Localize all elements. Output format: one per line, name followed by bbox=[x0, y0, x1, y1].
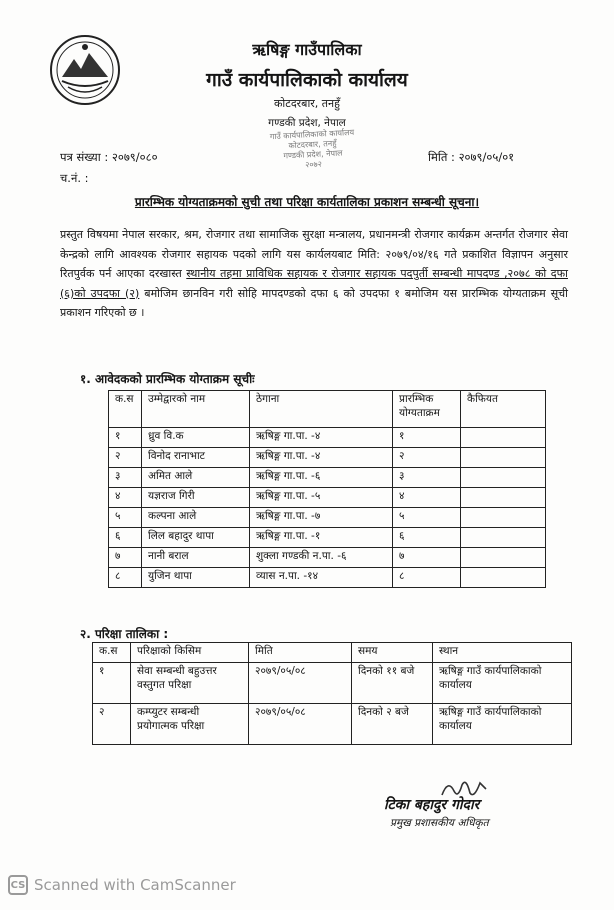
cell: ८ bbox=[109, 568, 142, 588]
header-cell: समय bbox=[352, 643, 433, 663]
header-cell: क.स bbox=[93, 643, 131, 663]
cell bbox=[461, 548, 546, 568]
cell: यज्ञराज गिरी bbox=[142, 488, 250, 508]
cell: २०७९/०५/०८ bbox=[249, 704, 352, 745]
cell: ८ bbox=[393, 568, 461, 588]
header-cell: क.स bbox=[109, 391, 142, 428]
body-text: बमोजिम छानविन गरी सोहि मापदण्डको दफा ६ को उपदफा १ बमोजिम यस प्रारम्भिक योग्यताक्रम सूची प्रकाशन गरिएको छ । bbox=[60, 286, 569, 319]
cell: १ bbox=[109, 428, 142, 448]
cell: २ bbox=[93, 704, 131, 745]
table-row bbox=[109, 508, 546, 528]
cell bbox=[461, 428, 546, 448]
header-cell: मिति bbox=[249, 643, 352, 663]
stamp-line: २०७२ bbox=[304, 159, 323, 170]
cell bbox=[461, 488, 546, 508]
notice-body bbox=[60, 225, 568, 323]
cell: लिल बहादुर थापा bbox=[142, 528, 250, 548]
cell bbox=[461, 508, 546, 528]
office-province: गण्डकी प्रदेश, नेपाल bbox=[268, 117, 346, 129]
exam-schedule-table bbox=[92, 642, 572, 745]
cell: ऋषिङ्ग गा.पा. -७ bbox=[250, 508, 393, 528]
watermark-text: Scanned with CamScanner bbox=[34, 876, 236, 894]
office-place: कोटदरबार, तनहुँ bbox=[273, 97, 341, 110]
cell bbox=[461, 468, 546, 488]
cell: ५ bbox=[109, 508, 142, 528]
office-stamp bbox=[267, 128, 359, 181]
cell: अमित आले bbox=[142, 468, 250, 488]
cell: दिनको २ बजे bbox=[352, 704, 433, 745]
cell: ६ bbox=[109, 528, 142, 548]
header-cell: प्रारम्भिक योग्यताक्रम bbox=[393, 391, 461, 428]
signatory-designation: प्रमुख प्रशासकीय अधिकृत bbox=[390, 817, 489, 829]
stamp-line: गाउँ कार्यपालिकाको कार्यालय bbox=[269, 127, 355, 142]
cell: ध्रुव वि.क bbox=[142, 428, 250, 448]
table-row bbox=[109, 468, 546, 488]
cell: शुक्ला गण्डकी न.पा. -६ bbox=[250, 548, 393, 568]
cell bbox=[461, 568, 546, 588]
header-cell: ठेगाना bbox=[250, 391, 393, 428]
cell: दिनको ११ बजे bbox=[352, 663, 433, 704]
section2-heading: २. परिक्षा तालिका : bbox=[80, 627, 169, 641]
camscanner-watermark bbox=[8, 875, 236, 895]
cell: ४ bbox=[109, 488, 142, 508]
table-row bbox=[109, 548, 546, 568]
stamp-line: कोटदरबार, तनहुँ bbox=[288, 138, 337, 151]
table-row bbox=[109, 428, 546, 448]
letter-date: मिति : २०७९/०५/०१ bbox=[428, 150, 515, 164]
letter-number: पत्र संख्या : २०७९/०८० bbox=[60, 150, 158, 164]
table-row bbox=[93, 663, 572, 704]
header-cell: परिक्षाको किसिम bbox=[131, 643, 249, 663]
cell: २ bbox=[393, 448, 461, 468]
stamp-line: गण्डकी प्रदेश, नेपाल bbox=[283, 148, 343, 161]
cell: नानी बराल bbox=[142, 548, 250, 568]
header-cell: स्थान bbox=[433, 643, 572, 663]
cell: कल्पना आले bbox=[142, 508, 250, 528]
cell: १ bbox=[393, 428, 461, 448]
table-header-row bbox=[93, 643, 572, 663]
cell: व्यास न.पा. -१४ bbox=[250, 568, 393, 588]
cell bbox=[461, 448, 546, 468]
cell: ऋषिङ्ग गाउँ कार्यपालिकाको कार्यालय bbox=[433, 663, 572, 704]
table-row bbox=[109, 488, 546, 508]
cell: ५ bbox=[393, 508, 461, 528]
cell: सेवा सम्बन्धी बहुउत्तर वस्तुगत परिक्षा bbox=[131, 663, 249, 704]
camscanner-logo-icon: CS bbox=[8, 875, 28, 895]
office-name: गाउँ कार्यपालिकाको कार्यालय bbox=[206, 69, 408, 91]
cell: ७ bbox=[109, 548, 142, 568]
dispatch-number: च.नं. : bbox=[60, 171, 89, 185]
section1-heading: १. आवेदकको प्रारम्भिक योग्ताक्रम सूचीः bbox=[80, 372, 255, 386]
cell: ३ bbox=[393, 468, 461, 488]
notice-title: प्रारम्भिक योग्यताक्रमको सुची तथा परिक्षा कार्यतालिका प्रकाशन सम्बन्धी सूचना। bbox=[134, 195, 480, 209]
header-cell: उम्मेद्वारको नाम bbox=[142, 391, 250, 428]
cell: ऋषिङ्ग गाउँ कार्यपालिकाको कार्यालय bbox=[433, 704, 572, 745]
org-name: ऋषिङ्ग गाउँपालिका bbox=[252, 40, 362, 59]
table-header-row bbox=[109, 391, 546, 428]
cell: ३ bbox=[109, 468, 142, 488]
table-row bbox=[109, 448, 546, 468]
body-text: प्रस्तुत विषयमा नेपाल सरकार, श्रम, रोजगार तथा सामाजिक सुरक्षा मन्त्रालय, प्रधानमन्त्री रोजगार कार्यक्रम अन्तर्गत रोजगार सेवा केन्द्रको लागि आवश्यक रोजगार सहायक पदको लागि यस कार्यलयबाट मिति: २०७९/०४/१६ गते प्रकाशित विज्ञापन अनुसार रितपुर्वक पर्न आएका दरखास्त bbox=[60, 228, 568, 280]
cell: ऋषिङ्ग गा.पा. -५ bbox=[250, 488, 393, 508]
cell: २०७९/०५/०८ bbox=[249, 663, 352, 704]
cell: २ bbox=[109, 448, 142, 468]
applicant-table bbox=[108, 390, 546, 588]
cell: ऋषिङ्ग गा.पा. -६ bbox=[250, 468, 393, 488]
cell bbox=[461, 528, 546, 548]
cell: ऋषिङ्ग गा.पा. -४ bbox=[250, 448, 393, 468]
cell: विनोद रानाभाट bbox=[142, 448, 250, 468]
cell: ४ bbox=[393, 488, 461, 508]
table-row bbox=[109, 528, 546, 548]
cell: ऋषिङ्ग गा.पा. -१ bbox=[250, 528, 393, 548]
header-cell: कैफियत bbox=[461, 391, 546, 428]
table-row bbox=[109, 568, 546, 588]
cell: १ bbox=[93, 663, 131, 704]
signatory-name: टिका बहादुर गोदार bbox=[384, 797, 480, 813]
cell: ६ bbox=[393, 528, 461, 548]
body-underlined-text: स्थानीय तहमा प्राविधिक सहायक र रोजगार सहायक पदपुर्ती सम्बन्धी मापदण्ड ,२०७८ को दफा (६)को उपदफा (२) bbox=[60, 267, 568, 300]
cell: कम्प्युटर सम्बन्धी प्रयोगात्मक परिक्षा bbox=[131, 704, 249, 745]
table-row bbox=[93, 704, 572, 745]
cell: ७ bbox=[393, 548, 461, 568]
cell: युजिन थापा bbox=[142, 568, 250, 588]
cell: ऋषिङ्ग गा.पा. -४ bbox=[250, 428, 393, 448]
